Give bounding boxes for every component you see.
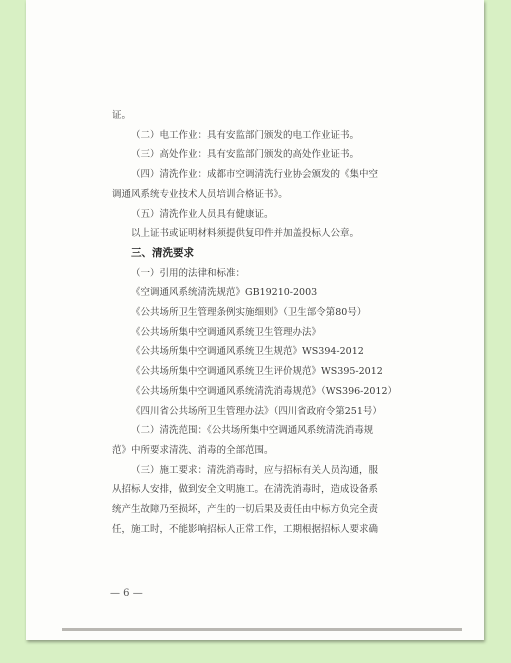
text-line: （二）电工作业：具有安监部门颁发的电工作业证书。 <box>131 129 360 141</box>
text-line: 《公共场所集中空调通风系统清洗消毒规范》（WS396-2012） <box>131 385 398 397</box>
text-line: （三）施工要求：清洗消毒时，应与招标有关人员沟通，服 <box>131 464 379 476</box>
text-line: （二）清洗范围：《公共场所集中空调通风系统清洗消毒规 <box>131 425 374 437</box>
text-line: 《公共场所卫生管理条例实施细则》（卫生部令第80号） <box>131 307 367 319</box>
text-line: （三）高处作业：具有安监部门颁发的高处作业证书。 <box>131 149 360 161</box>
section-heading: 三、清洗要求 <box>131 246 194 259</box>
page-number: — 6 — <box>110 588 143 599</box>
text-line: 从招标人安排，做到安全文明施工。在清洗消毒时，造成设备系 <box>112 484 379 496</box>
text-line: 任，施工时，不能影响招标人正常工作，工期根据招标人要求确 <box>112 523 379 535</box>
text-line: 证。 <box>112 110 132 121</box>
text-line: 《空调通风系统清洗规范》GB19210-2003 <box>131 287 318 299</box>
text-line: 范》中所要求清洗、消毒的全部范围。 <box>112 444 274 456</box>
text-line: 《四川省公共场所卫生管理办法》（四川省政府令第251号） <box>131 405 382 417</box>
text-line: 以上证书或证明材料须提供复印件并加盖投标人公章。 <box>131 228 360 240</box>
text-line: 《公共场所集中空调通风系统卫生评价规范》WS395-2012 <box>131 366 383 378</box>
text-line: （四）清洗作业：成都市空调清洗行业协会颁发的《集中空 <box>131 169 379 181</box>
text-line: 调通风系统专业技术人员培训合格证书》。 <box>112 188 288 200</box>
text-line: 《公共场所集中空调通风系统卫生规范》WS394-2012 <box>131 346 364 358</box>
text-line: 《公共场所集中空调通风系统卫生管理办法》 <box>131 326 322 338</box>
text-line: （五）清洗作业人员具有健康证。 <box>131 208 274 220</box>
text-line: （一）引用的法律和标准： <box>131 267 246 279</box>
page-bottom-edge <box>62 628 462 631</box>
text-line: 统产生故障乃至损坏，产生的一切后果及责任由中标方负完全责 <box>112 504 379 516</box>
document-body <box>112 106 398 539</box>
